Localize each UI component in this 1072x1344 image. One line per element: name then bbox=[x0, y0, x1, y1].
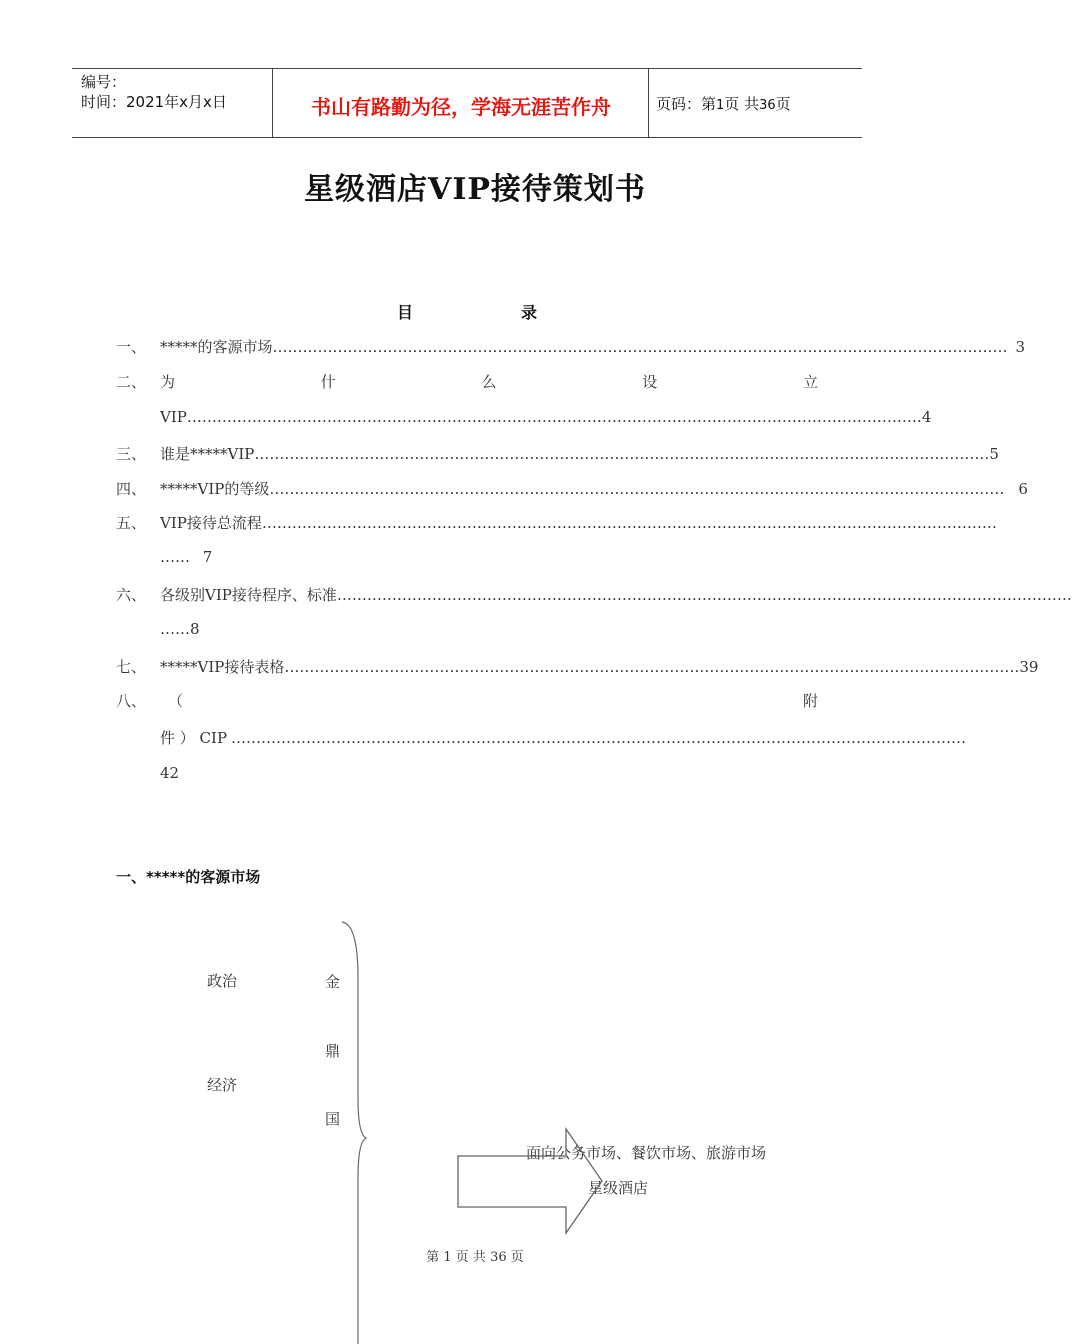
footer-pre: 第 bbox=[426, 1250, 440, 1265]
toc-entry-text: VIP bbox=[160, 408, 187, 426]
toc-leader-dots: ………………………………………………………………………………………………………………………………… bbox=[336, 586, 1072, 604]
toc-entry-text: 谁是*****VIP bbox=[160, 445, 255, 463]
footer-mid: 页 共 bbox=[455, 1250, 486, 1265]
toc-number: 二、 bbox=[116, 373, 147, 391]
toc-char: （ bbox=[168, 692, 184, 710]
toc-page-number: 4 bbox=[921, 408, 932, 426]
toc-entry-text: *****VIP的等级 bbox=[160, 480, 270, 498]
document-title: 星级酒店VIP接待策划书 bbox=[304, 172, 646, 207]
toc-entry-text: 件 ） CIP bbox=[160, 729, 228, 747]
page-footer bbox=[0, 1246, 950, 1265]
toc-page-number: 39 bbox=[1019, 658, 1039, 676]
header-page-info bbox=[656, 93, 791, 114]
toc-entry[interactable] bbox=[160, 690, 818, 712]
toc-leader-dots: ………………………………………………………………………………………………………………………………… bbox=[269, 480, 1005, 498]
document-time: 时间：2021年x月x日 bbox=[81, 93, 227, 111]
page-total: 36 bbox=[759, 98, 776, 113]
toc-leader-dots: ………………………………………………………………………………………………………………………………… bbox=[186, 408, 922, 426]
toc-leader-dots: ………………………………………………………………………………………………………………………………… bbox=[231, 729, 967, 747]
toc-number: 六、 bbox=[116, 586, 147, 604]
toc-leader-dots: …… bbox=[160, 620, 190, 638]
toc-entry-continued[interactable] bbox=[160, 727, 967, 749]
toc-leader-dots: ………………………………………………………………………………………………………………………………… bbox=[272, 338, 1008, 356]
toc-entry[interactable] bbox=[160, 371, 818, 393]
toc-entry-text: *****的客源市场 bbox=[160, 338, 273, 356]
toc-entry-text: 各级别VIP接待程序、标准 bbox=[160, 586, 337, 604]
toc-page-number: 7 bbox=[202, 548, 213, 566]
toc-number: 八、 bbox=[116, 692, 147, 710]
toc-entry-continued[interactable] bbox=[160, 620, 818, 642]
toc-entry[interactable] bbox=[160, 443, 999, 465]
toc-entry[interactable] bbox=[160, 584, 1072, 606]
footer-page-number: 1 bbox=[443, 1250, 452, 1265]
toc-leader-dots: ………………………………………………………………………………………………………………………………… bbox=[261, 514, 997, 532]
page-end: 页 bbox=[775, 95, 791, 113]
header-meta bbox=[81, 72, 227, 112]
toc-char: 设 bbox=[642, 373, 658, 391]
footer-end: 页 bbox=[510, 1250, 524, 1265]
toc-char: 立 bbox=[802, 373, 818, 391]
page-label: 页码：第 bbox=[656, 95, 717, 113]
footer-page-total: 36 bbox=[490, 1250, 507, 1265]
toc-entry-text: *****VIP接待表格 bbox=[160, 658, 285, 676]
toc-entry[interactable] bbox=[160, 336, 1026, 358]
brace-icon bbox=[330, 918, 370, 1344]
toc-leader-dots: …… bbox=[160, 548, 190, 566]
toc-entry[interactable] bbox=[160, 512, 997, 534]
toc-heading-right: 录 bbox=[521, 303, 538, 322]
hotel-label: 星级酒店 bbox=[588, 1179, 649, 1197]
toc-heading-left: 目 bbox=[397, 303, 414, 322]
toc-number: 一、 bbox=[116, 338, 147, 356]
vertical-char: 鼎 bbox=[325, 1042, 341, 1060]
vertical-char: 金 bbox=[325, 973, 341, 991]
toc-page-number: 3 bbox=[1015, 338, 1026, 356]
vertical-char: 国 bbox=[325, 1110, 341, 1128]
toc-leader-dots: ………………………………………………………………………………………………………………………………… bbox=[254, 445, 990, 463]
page-mid: 页 共 bbox=[724, 95, 760, 113]
document-number: 编号： bbox=[81, 73, 127, 91]
toc-entry-text: VIP接待总流程 bbox=[160, 514, 262, 532]
toc-page-number: 8 bbox=[190, 620, 200, 638]
toc-entry[interactable] bbox=[160, 656, 1039, 678]
toc-page-number: 5 bbox=[989, 445, 999, 463]
market-item-economy: 经济 bbox=[207, 1076, 238, 1094]
toc-entry-continued[interactable] bbox=[160, 764, 818, 786]
toc-number: 三、 bbox=[116, 445, 147, 463]
toc-page-number: 42 bbox=[160, 764, 180, 782]
toc-leader-dots: ………………………………………………………………………………………………………………………………… bbox=[284, 658, 1020, 676]
arrow-right-icon bbox=[456, 1127, 608, 1237]
market-description: 面向公务市场、餐饮市场、旅游市场 bbox=[526, 1144, 767, 1162]
toc-entry-continued[interactable] bbox=[160, 548, 818, 570]
toc-char: 什 bbox=[320, 373, 336, 391]
page-number: 1 bbox=[716, 98, 725, 113]
toc-number: 四、 bbox=[116, 480, 147, 498]
page-header bbox=[72, 68, 862, 138]
toc-entry-continued[interactable] bbox=[160, 408, 932, 430]
toc-char: 么 bbox=[481, 373, 497, 391]
header-motto: 书山有路勤为径，学海无涯苦作舟 bbox=[311, 95, 611, 119]
toc-page-number: 6 bbox=[1018, 480, 1028, 498]
toc-number: 七、 bbox=[116, 658, 147, 676]
toc-entry[interactable] bbox=[160, 478, 1028, 500]
toc-number: 五、 bbox=[116, 514, 147, 532]
section-heading: 一、*****的客源市场 bbox=[116, 868, 261, 886]
market-item-politics: 政治 bbox=[207, 972, 238, 990]
header-divider bbox=[648, 69, 649, 137]
header-divider bbox=[272, 69, 273, 137]
toc-char: 附 bbox=[802, 692, 818, 710]
toc-char: 为 bbox=[160, 373, 176, 391]
